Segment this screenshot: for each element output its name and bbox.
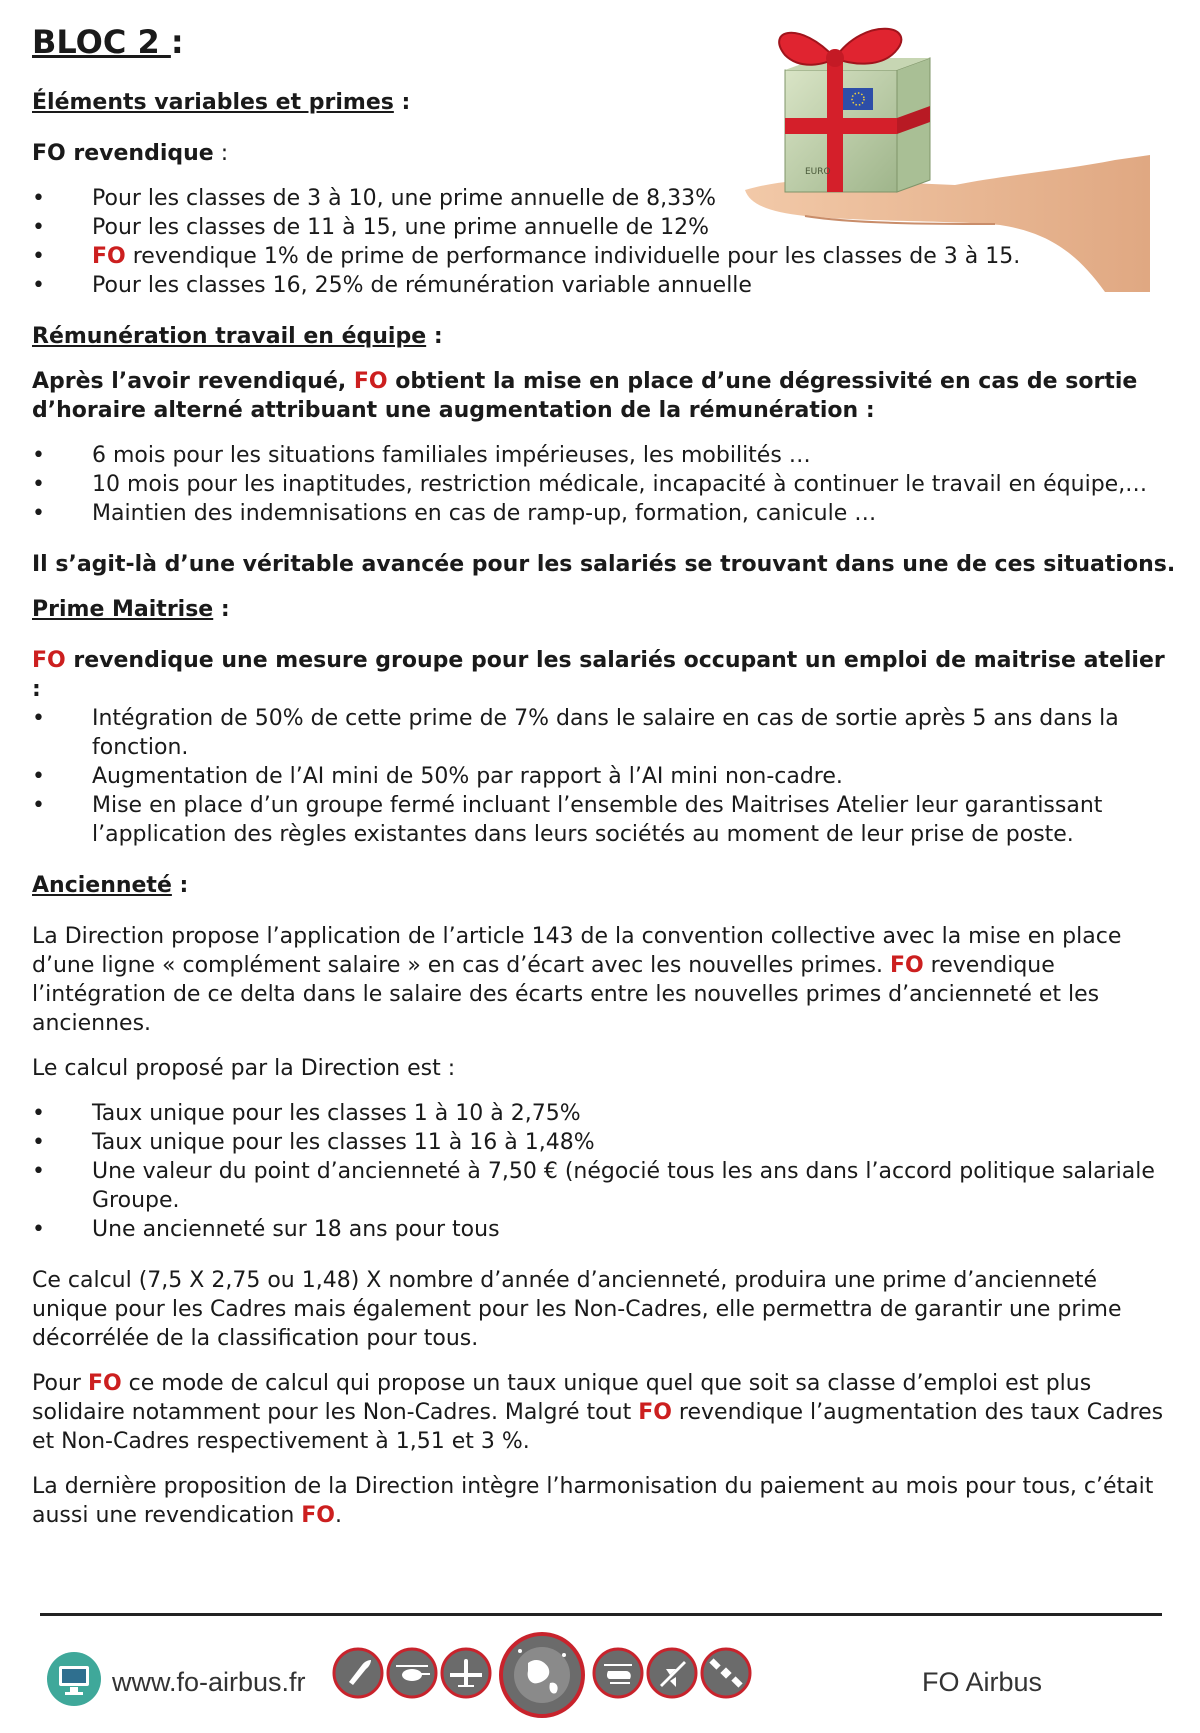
list-item: • Une ancienneté sur 18 ans pour tous [32, 1215, 1177, 1244]
anciennete-p5: La dernière proposition de la Direction intègre l’harmonisation du paiement au mois pour tous, c’était aussi une revendication FO. [32, 1474, 1154, 1528]
rocket-icon [332, 1647, 384, 1699]
section-title-remuneration-equipe: Rémunération travail en équipe : [32, 324, 443, 349]
jet-icon [646, 1647, 698, 1699]
anciennete-p4: Pour FO ce mode de calcul qui propose un taux unique quel que soit sa classe d’emploi est plus solidaire notamment pour les Non-Cadres. Malgré tout FO revendique l’augmentation des taux Cadres et Non-Cadres respectivement à 1,51 et 3 %. [32, 1371, 1164, 1454]
list-item: • Une valeur du point d’ancienneté à 7,50 € (négocié tous les ans dans l’accord politique salariale Groupe. [32, 1157, 1177, 1215]
svg-text:EURO: EURO [805, 167, 831, 177]
list-item: • Taux unique pour les classes 1 à 10 à 2,75% [32, 1099, 1177, 1128]
equipe-conclusion: Il s’agit-là d’une véritable avancée pour les salariés se trouvant dans une de ces situations. [32, 552, 1176, 577]
anciennete-p1: La Direction propose l’application de l’article 143 de la convention collective avec la mise en place d’une ligne « complément salaire » en cas d’écart avec les nouvelles primes. FO revendique l’intégration de ce delta dans le salaire des écarts entre les nouvelles primes d’ancienneté et les anciennes. [32, 924, 1122, 1036]
maitrise-list [32, 704, 1177, 849]
list-item: • Pour les classes de 3 à 10, une prime annuelle de 8,33% [32, 184, 1177, 213]
website-link[interactable]: www.fo-airbus.fr [112, 1667, 306, 1697]
globe-icon [498, 1631, 586, 1719]
list-item: • Taux unique pour les classes 11 à 16 à 1,48% [32, 1128, 1177, 1157]
helicopter-icon [386, 1647, 438, 1699]
list-item: • 10 mois pour les inaptitudes, restriction médicale, incapacité à continuer le travail en équipe,… [32, 470, 1177, 499]
list-item: • Maintien des indemnisations en cas de ramp-up, formation, canicule … [32, 499, 1177, 528]
plane-icon [440, 1647, 492, 1699]
fo-revendique-lead: FO revendique : [32, 141, 229, 166]
list-item: • Augmentation de l’AI mini de 50% par rapport à l’AI mini non-cadre. [32, 762, 1177, 791]
footer-divider [40, 1613, 1162, 1616]
satellite-icon [700, 1647, 752, 1699]
gift-money-hand-image [745, 10, 1150, 292]
footer-org-name: FO Airbus [922, 1667, 1043, 1697]
footer [40, 1625, 1162, 1725]
monitor-icon [46, 1651, 102, 1707]
equipe-intro: Après l’avoir revendiqué, FO obtient la mise en place d’une dégressivité en cas de sortie d’horaire alterné attribuant une augmentation de la rémunération : [32, 369, 1138, 423]
section-title-elements-variables: Éléments variables et primes : [32, 90, 411, 115]
list-item: • Intégration de 50% de cette prime de 7% dans le salaire en cas de sortie après 5 ans dans la fonction. [32, 704, 1177, 762]
maitrise-intro: FO revendique une mesure groupe pour les salariés occupant un emploi de maitrise atelier : [32, 648, 1165, 702]
helicopter-side-icon [592, 1647, 644, 1699]
list-item: • FO revendique 1% de prime de performance individuelle pour les classes de 3 à 15. [32, 242, 1177, 271]
section-title-anciennete: Ancienneté : [32, 873, 189, 898]
list-item: • Pour les classes de 11 à 15, une prime annuelle de 12% [32, 213, 1177, 242]
anciennete-list [32, 1099, 1177, 1244]
section-title-prime-maitrise: Prime Maitrise : [32, 597, 230, 622]
anciennete-p3: Ce calcul (7,5 X 2,75 ou 1,48) X nombre d’année d’ancienneté, produira une prime d’ancienneté unique pour les Cadres mais également pour les Non-Cadres, elle permettra de garantir une prime décorrélée de la classification pour tous. [32, 1268, 1122, 1351]
equipe-list [32, 441, 1177, 528]
anciennete-p2: Le calcul proposé par la Direction est : [32, 1056, 456, 1081]
list-item: • Mise en place d’un groupe fermé incluant l’ensemble des Maitrises Atelier leur garantissant l’application des règles existantes dans leurs sociétés au moment de leur prise de poste. [32, 791, 1177, 849]
list-item: • 6 mois pour les situations familiales impérieuses, les mobilités … [32, 441, 1177, 470]
bloc-title: BLOC 2 : [32, 23, 184, 61]
list-item: • Pour les classes 16, 25% de rémunération variable annuelle [32, 271, 1177, 300]
